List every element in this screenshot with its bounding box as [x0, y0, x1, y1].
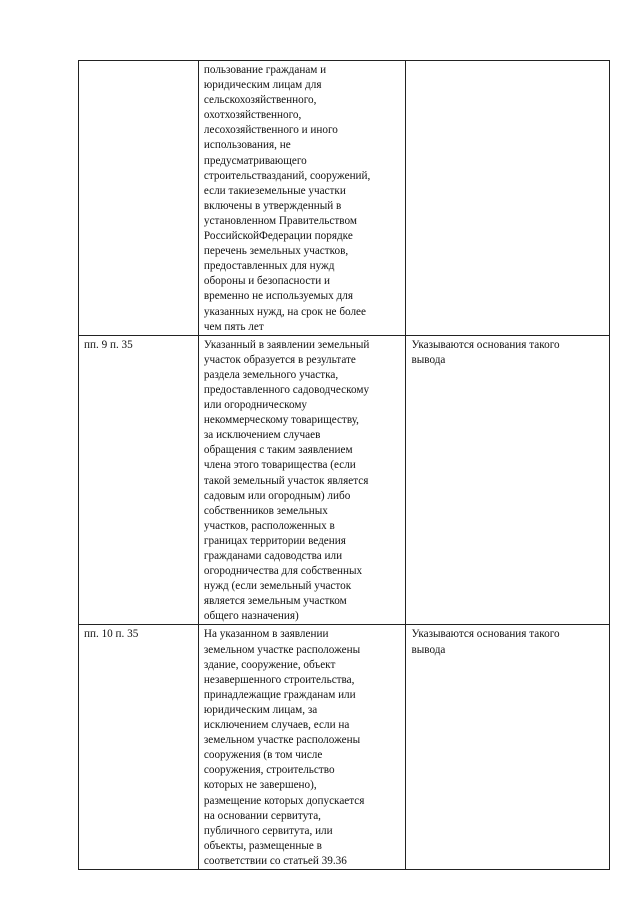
- ref-cell: [79, 61, 199, 336]
- table-row: [79, 335, 610, 625]
- condition-cell: пользование гражданам и юридическим лицам для сельскохозяйственного, охотхозяйственного, лесохозяйственного и иного использования, не предусматривающего строительствазданий, сооружений, если такиеземельные участки включены в утвержденный в установленном Правительством РоссийскойФедерации порядке перечень земельных участков, предоставленных для нужд обороны и безопасности и временно не используемых для указанных нужд, на срок не более чем пять лет: [198, 61, 406, 336]
- reason-cell: Указываются основания такого вывода: [406, 625, 610, 870]
- condition-cell: На указанном в заявлении земельном участке расположены здание, сооружение, объект незавершенного строительства, принадлежащие гражданам или юридическим лицам, за исключением случаев, если на земельном участке расположены сооружения (в том числе сооружения, строительство которых не завершено), размещение которых допускается на основании сервитута, публичного сервитута, или объекты, размещенные в соответствии со статьей 39.36: [198, 625, 406, 870]
- reason-cell: [406, 61, 610, 336]
- ref-cell: пп. 10 п. 35: [79, 625, 199, 870]
- table-row: [79, 61, 610, 336]
- refusal-grounds-table: [78, 60, 610, 870]
- condition-cell: Указанный в заявлении земельный участок образуется в результате раздела земельного участка, предоставленного садоводческому или огородническому некоммерческому товариществу, за исключением случаев обращения с таким заявлением члена этого товарищества (если такой земельный участок является садовым или огородным) либо собственников земельных участков, расположенных в границах территории ведения гражданами садоводства или огородничества для собственных нужд (если земельный участок является земельным участком общего назначения): [198, 335, 406, 625]
- reason-cell: Указываются основания такого вывода: [406, 335, 610, 625]
- ref-cell: пп. 9 п. 35: [79, 335, 199, 625]
- table-row: [79, 625, 610, 870]
